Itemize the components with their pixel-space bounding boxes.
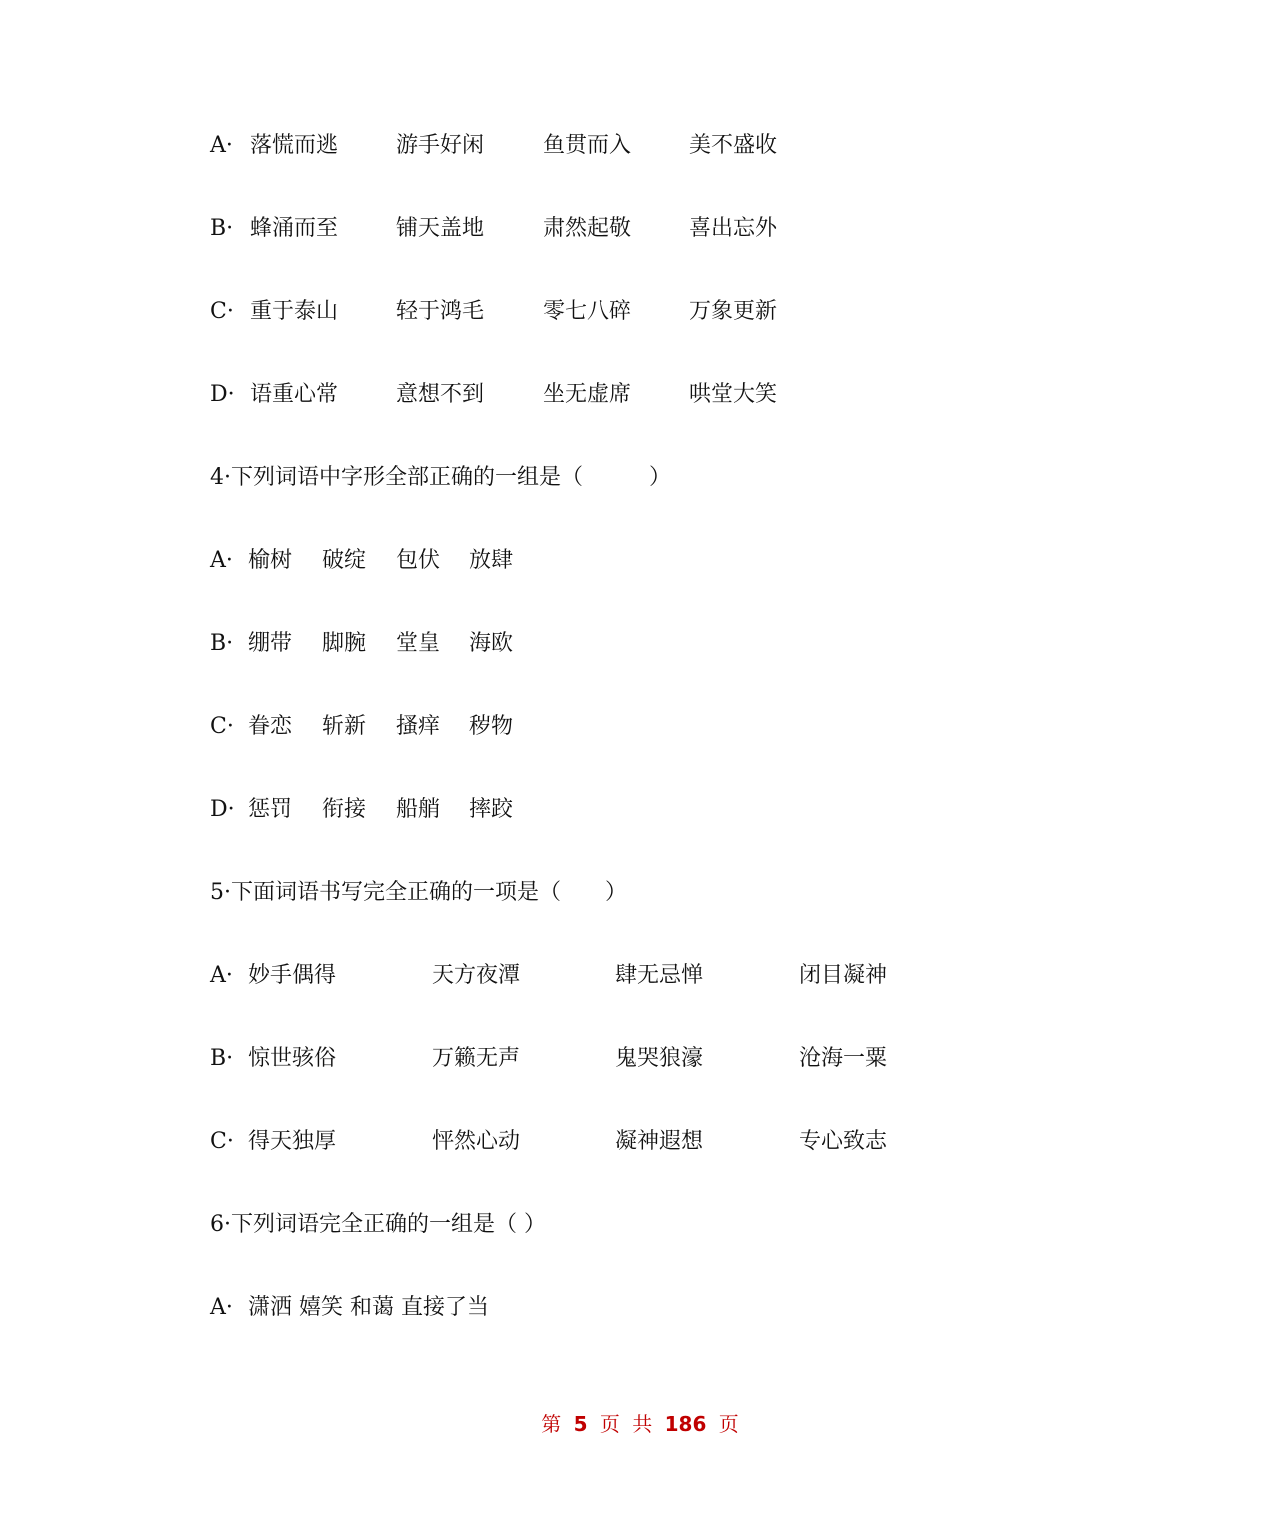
- footer-total-word: 共: [632, 1412, 653, 1436]
- option-label: D·: [210, 797, 235, 822]
- option-label: A·: [210, 963, 233, 988]
- option-word: 专心致志: [799, 1129, 888, 1154]
- option-word: 惊世骇俗: [248, 1046, 337, 1071]
- option-word: 破绽: [322, 548, 367, 573]
- option-word: 惩罚: [248, 797, 293, 822]
- option-label: B·: [210, 1046, 234, 1071]
- option-word: 万象更新: [689, 299, 778, 324]
- option-label: A·: [210, 548, 233, 573]
- option-word: 绷带: [248, 631, 293, 656]
- option-word: 轻于鸿毛: [396, 299, 485, 324]
- option-word: 秽物: [469, 714, 514, 739]
- page-number: 5: [573, 1412, 588, 1436]
- option-word: 意想不到: [396, 382, 485, 407]
- option-label: C·: [210, 714, 234, 739]
- option-label: D·: [210, 382, 235, 407]
- option-word: 美不盛收: [689, 133, 778, 158]
- option-word: 蜂涌而至: [250, 216, 339, 241]
- footer-prefix: 第: [541, 1412, 562, 1436]
- option-word: 眷恋: [248, 714, 293, 739]
- option-word: 凝神遐想: [615, 1129, 704, 1154]
- option-word: 放肆: [469, 548, 514, 573]
- page-footer: [0, 1408, 1280, 1440]
- option-word: 鱼贯而入: [543, 133, 632, 158]
- option-word: 得天独厚: [248, 1129, 337, 1154]
- option-word: 肆无忌惮: [615, 963, 704, 988]
- option-word: 斩新: [322, 714, 367, 739]
- option-text: 潇洒 嬉笑 和蔼 直接了当: [248, 1295, 489, 1320]
- option-word: 语重心常: [250, 382, 339, 407]
- option-word: 零七八碎: [543, 299, 632, 324]
- option-word: 妙手偶得: [248, 963, 337, 988]
- total-pages: 186: [664, 1412, 707, 1436]
- question-text: 5·下面词语书写完全正确的一项是（ ）: [210, 880, 627, 905]
- option-word: 闭目凝神: [799, 963, 888, 988]
- option-word: 榆树: [248, 548, 293, 573]
- option-word: 衔接: [322, 797, 367, 822]
- footer-suffix: 页: [718, 1412, 739, 1436]
- option-label: C·: [210, 299, 234, 324]
- option-word: 落慌而逃: [250, 133, 339, 158]
- option-word: 肃然起敬: [543, 216, 632, 241]
- option-word: 坐无虚席: [543, 382, 632, 407]
- question-text: 4·下列词语中字形全部正确的一组是（ ）: [210, 465, 671, 490]
- option-word: 喜出忘外: [689, 216, 778, 241]
- option-word: 海欧: [469, 631, 514, 656]
- option-label: A·: [210, 133, 233, 158]
- option-label: B·: [210, 216, 234, 241]
- option-word: 摔跤: [469, 797, 514, 822]
- option-word: 鬼哭狼濠: [615, 1046, 704, 1071]
- option-word: 包伏: [396, 548, 441, 573]
- option-word: 怦然心动: [432, 1129, 521, 1154]
- option-word: 重于泰山: [250, 299, 339, 324]
- option-label: B·: [210, 631, 234, 656]
- option-label: C·: [210, 1129, 234, 1154]
- option-word: 游手好闲: [396, 133, 485, 158]
- option-label: A·: [210, 1295, 233, 1320]
- option-word: 万籁无声: [432, 1046, 521, 1071]
- option-word: 沧海一粟: [799, 1046, 888, 1071]
- option-word: 哄堂大笑: [689, 382, 778, 407]
- option-word: 堂皇: [396, 631, 441, 656]
- question-text: 6·下列词语完全正确的一组是（ ）: [210, 1212, 546, 1237]
- option-word: 铺天盖地: [396, 216, 485, 241]
- option-word: 天方夜潭: [432, 963, 521, 988]
- option-word: 脚腕: [322, 631, 367, 656]
- option-word: 船艄: [396, 797, 441, 822]
- option-word: 搔痒: [396, 714, 441, 739]
- footer-page-word: 页: [599, 1412, 620, 1436]
